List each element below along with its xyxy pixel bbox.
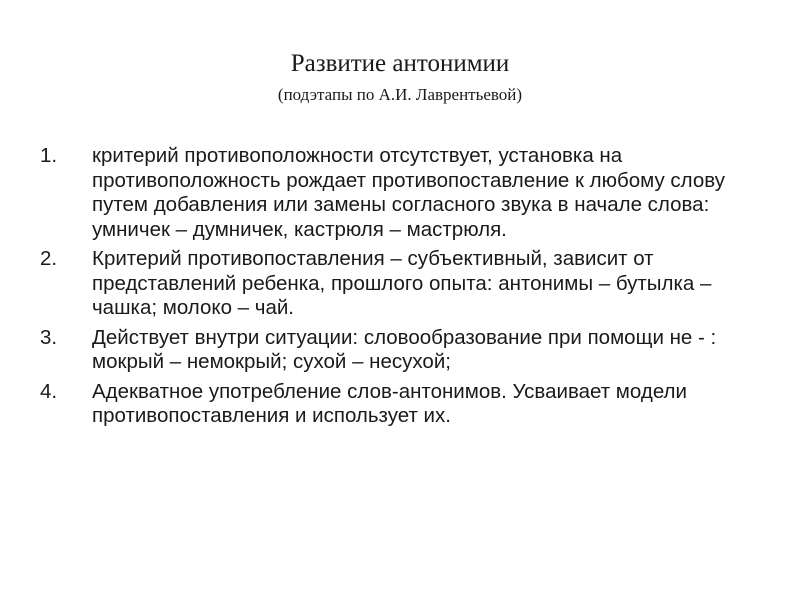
list-item [40, 144, 760, 242]
list-item [40, 380, 760, 429]
list-item-text: Адекватное употребление слов-антонимов. Усваивает модели противопоставления и использует их. [92, 379, 687, 427]
list-item-number: 2. [40, 247, 58, 270]
list-item-text: Критерий противопоставления – субъективный, зависит от представлений ребенка, прошлого опыта: антонимы – бутылка – чашка; молоко – чай. [92, 247, 712, 319]
list-item [40, 326, 760, 375]
stages-list [40, 144, 760, 434]
list-item-number: 1. [40, 144, 58, 167]
list-item-number: 4. [40, 379, 58, 403]
slide-subtitle: (подэтапы по А.И. Лаврентьевой) [277, 85, 523, 104]
list-item-text: Действует внутри ситуации: словообразование при помощи не - : мокрый – немокрый; сухой – несухой; [92, 325, 717, 373]
list-item-number: 3. [40, 325, 58, 349]
slide-title: Развитие антонимии [290, 50, 510, 77]
list-item [40, 247, 760, 321]
list-item-text: критерий противоположности отсутствует, установка на противоположность рождает противопоставление к любому слову путем добавления или замены согласного звука в начале слова: умничек – думничек, кастрюля – мастрюля. [92, 144, 725, 241]
